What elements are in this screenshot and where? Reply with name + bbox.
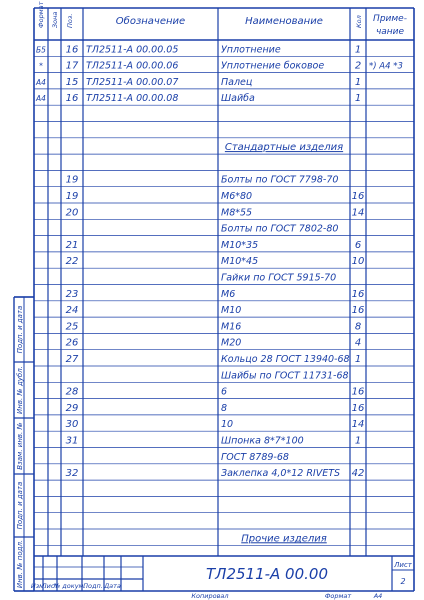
row-qty: 16 (351, 386, 365, 398)
row-name: М10*45 (221, 256, 259, 268)
row-name: 8 (221, 402, 228, 414)
row-name: Кольцо 28 ГОСТ 13940-68 (221, 354, 350, 365)
format-caption: Формат (324, 592, 352, 600)
row-name: Заклепка 4,0*12 RIVETS (221, 468, 341, 480)
row-qty: 14 (351, 207, 365, 219)
row-format: А4 (36, 94, 46, 104)
row-pos: 30 (65, 419, 79, 431)
row-name: М16 (221, 321, 242, 333)
row-pos: 28 (65, 386, 79, 398)
row-pos: 25 (65, 321, 79, 333)
row-pos: 32 (65, 468, 79, 480)
row-name: Палец (221, 76, 253, 88)
format-value: А4 (373, 592, 383, 600)
header-pos: Поз. (66, 13, 74, 28)
row-name: Болты по ГОСТ 7798-70 (221, 174, 339, 186)
row-name: Болты по ГОСТ 7802-80 (221, 223, 339, 235)
row-pos: 31 (65, 435, 79, 447)
sheet-number: 2 (400, 577, 406, 586)
row-pos: 23 (65, 288, 79, 300)
row-qty: 4 (354, 337, 362, 349)
row-qty: 16 (351, 191, 365, 202)
row-pos: 21 (65, 239, 79, 251)
row-qty: 10 (351, 256, 365, 268)
title-col-label: Лист (41, 582, 59, 590)
row-name: М10*35 (221, 239, 259, 251)
row-qty: 6 (354, 239, 362, 251)
row-pos: 19 (65, 174, 79, 186)
row-qty: 42 (351, 468, 365, 480)
row-name: М20 (221, 337, 242, 349)
row-pos: 16 (65, 44, 79, 56)
row-qty: 1 (354, 44, 362, 56)
header-qty: Кол (355, 15, 363, 28)
row-pos: 20 (65, 207, 79, 219)
row-qty: 16 (351, 288, 365, 300)
side-label: Подп. и дата (16, 305, 24, 354)
row-pos: 16 (65, 93, 79, 105)
side-label: Подп. и дата (16, 481, 24, 530)
side-label: Взам. инв. № (16, 422, 24, 470)
row-pos: 24 (65, 305, 79, 317)
row-name: Шайба (221, 93, 255, 105)
row-qty: 14 (351, 419, 365, 431)
row-qty: 16 (351, 305, 365, 317)
copied-caption: Копировал (191, 592, 229, 600)
row-designation: ТЛ2511-А 00.00.06 (86, 60, 179, 72)
row-pos: 29 (65, 402, 79, 414)
row-pos: 26 (65, 337, 79, 349)
row-format: * (39, 61, 43, 71)
row-qty: 1 (354, 354, 362, 365)
header-format: Формат (37, 1, 45, 28)
row-qty: 16 (351, 402, 365, 414)
header-note: чание (375, 27, 405, 37)
row-format: А4 (36, 77, 46, 87)
row-pos: 22 (65, 256, 79, 268)
row-name: 10 (221, 419, 234, 431)
row-pos: 17 (65, 60, 79, 72)
title-designation: ТЛ2511-А 00.00 (206, 565, 328, 583)
row-qty: 2 (354, 60, 362, 72)
header-name: Наименование (245, 16, 323, 27)
header-designation: Обозначение (115, 16, 186, 27)
title-col-label: Изм. (30, 582, 47, 590)
row-name: Шпонка 8*7*100 (221, 435, 304, 447)
header-note: Приме- (373, 14, 407, 24)
row-format: Б5 (36, 45, 46, 55)
row-name: М6 (221, 288, 236, 300)
row-name: Гайки по ГОСТ 5915-70 (221, 272, 337, 284)
row-section-title: Прочие изделия (241, 533, 327, 545)
row-qty: 1 (354, 93, 362, 105)
row-designation: ТЛ2511-А 00.00.07 (86, 76, 179, 88)
row-note: *) А4 *3 (369, 61, 403, 72)
side-label: Инв. № дубл. (16, 366, 24, 414)
title-col-label: Дата (104, 582, 121, 590)
row-name: М6*80 (221, 191, 253, 202)
row-qty: 8 (354, 321, 362, 333)
row-pos: 19 (65, 191, 79, 202)
row-name: Уплотнение (221, 44, 281, 56)
row-section-title: Стандартные изделия (224, 142, 344, 154)
row-qty: 1 (354, 435, 362, 447)
header-zone: Зона (51, 11, 59, 28)
row-name: 6 (221, 386, 228, 398)
row-designation: ТЛ2511-А 00.00.05 (86, 44, 179, 56)
title-col-label: № докум. (53, 582, 86, 590)
row-qty: 1 (354, 76, 362, 88)
row-name: Уплотнение боковое (221, 60, 325, 72)
row-name: ГОСТ 8789-68 (221, 451, 289, 463)
row-name: М10 (221, 305, 242, 317)
row-pos: 27 (65, 354, 79, 365)
row-designation: ТЛ2511-А 00.00.08 (86, 93, 179, 105)
row-name: Шайбы по ГОСТ 11731-68 (221, 370, 349, 382)
row-pos: 15 (65, 76, 79, 88)
title-col-label: Подп. (83, 582, 103, 590)
side-label: Инв. № подл. (16, 539, 24, 589)
row-name: М8*55 (221, 207, 253, 219)
sheet-label: Лист (394, 561, 412, 569)
